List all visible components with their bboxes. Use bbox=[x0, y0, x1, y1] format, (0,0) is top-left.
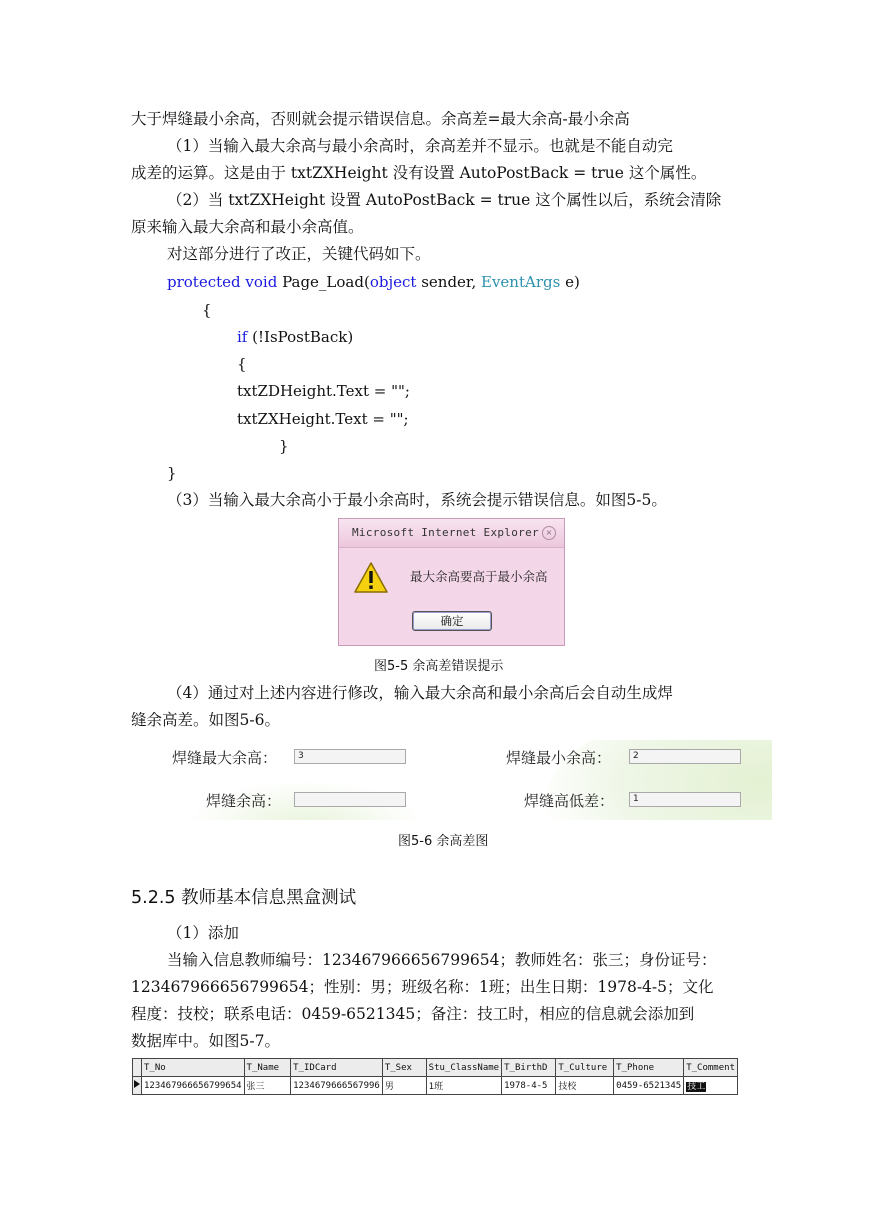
error-dialog bbox=[338, 518, 565, 646]
dialog-titlebar bbox=[339, 519, 564, 548]
table-row[interactable] bbox=[133, 1077, 738, 1095]
teacher-table bbox=[132, 1058, 738, 1095]
table-cell[interactable]: 张三 bbox=[244, 1077, 291, 1095]
table-header-row bbox=[133, 1059, 738, 1077]
table-cell[interactable]: 1234679666567996 bbox=[291, 1077, 383, 1095]
paragraph-line: （4）通过对上述内容进行修改，输入最大余高和最小余高后会自动生成焊 bbox=[167, 684, 673, 702]
code-text: e) bbox=[565, 273, 580, 291]
paragraph-line: 当输入信息教师编号：123467966656799654；教师姓名：张三；身份证号： bbox=[167, 951, 717, 969]
code-text: Page_Load( bbox=[282, 273, 370, 291]
code-brace: { bbox=[237, 355, 247, 373]
selected-cell-text: 技工 bbox=[687, 1082, 706, 1092]
height-gap-input[interactable]: 1 bbox=[629, 792, 741, 807]
row-pointer-icon[interactable] bbox=[133, 1077, 142, 1095]
table-cell[interactable]: 123467966656799654 bbox=[142, 1077, 245, 1095]
column-header[interactable]: T_Culture bbox=[556, 1059, 614, 1077]
column-header[interactable]: T_IDCard bbox=[291, 1059, 383, 1077]
code-keyword: if bbox=[237, 328, 248, 346]
warning-icon bbox=[353, 561, 389, 595]
dialog-title: Microsoft Internet Explorer bbox=[352, 526, 539, 539]
min-height-input[interactable]: 2 bbox=[629, 749, 741, 764]
ok-button[interactable]: 确定 bbox=[412, 611, 492, 631]
max-height-input[interactable]: 3 bbox=[294, 749, 406, 764]
section-heading: 5.2.5 教师基本信息黑盒测试 bbox=[131, 888, 357, 908]
paragraph-line: （1）当输入最大余高与最小余高时，余高差并不显示。也就是不能自动完 bbox=[167, 137, 673, 155]
row-selector-header bbox=[133, 1059, 142, 1077]
min-height-label: 焊缝最小余高： bbox=[506, 749, 612, 767]
paragraph-line: 缝余高差。如图5-6。 bbox=[131, 711, 280, 729]
code-keyword: object bbox=[369, 273, 417, 291]
code-brace: } bbox=[279, 437, 289, 455]
paragraph-line: 原来输入最大余高和最小余高值。 bbox=[131, 218, 364, 236]
code-line: txtZDHeight.Text = ""; bbox=[237, 382, 410, 400]
figure-caption: 图5-6 余高差图 bbox=[398, 834, 489, 849]
paragraph-line: 对这部分进行了改正，关键代码如下。 bbox=[167, 245, 431, 263]
paragraph-line: （3）当输入最大余高小于最小余高时，系统会提示错误信息。如图5-5。 bbox=[167, 491, 667, 509]
code-text: (!IsPostBack) bbox=[252, 328, 354, 346]
height-gap-label: 焊缝高低差： bbox=[524, 792, 615, 810]
figure-caption: 图5-5 余高差错误提示 bbox=[374, 659, 504, 674]
code-keyword: protected bbox=[167, 273, 241, 291]
height-diff-input[interactable] bbox=[294, 792, 406, 807]
paragraph-line: 大于焊缝最小余高，否则就会提示错误信息。余高差=最大余高-最小余高 bbox=[131, 110, 630, 128]
height-diff-label: 焊缝余高： bbox=[206, 792, 282, 810]
paragraph-line: 成差的运算。这是由于 txtZXHeight 没有设置 AutoPostBack = true 这个属性。 bbox=[131, 164, 707, 182]
table-cell[interactable] bbox=[684, 1077, 738, 1095]
code-line: txtZXHeight.Text = ""; bbox=[237, 410, 409, 428]
table-cell[interactable]: 1978-4-5 bbox=[502, 1077, 556, 1095]
height-form bbox=[166, 740, 772, 820]
column-header[interactable]: T_BirthD bbox=[502, 1059, 556, 1077]
code-line-if bbox=[237, 326, 353, 348]
column-header[interactable]: T_Comment bbox=[684, 1059, 738, 1077]
paragraph-line: 数据库中。如图5-7。 bbox=[131, 1032, 280, 1050]
table-cell[interactable]: 1班 bbox=[426, 1077, 501, 1095]
close-icon[interactable]: × bbox=[542, 526, 556, 540]
column-header[interactable]: T_Sex bbox=[382, 1059, 426, 1077]
paragraph-line: （1）添加 bbox=[167, 924, 239, 942]
paragraph-line: （2）当 txtZXHeight 设置 AutoPostBack = true 这个属性以后，系统会清除 bbox=[167, 191, 722, 209]
column-header[interactable]: T_Phone bbox=[614, 1059, 684, 1077]
dialog-message: 最大余高要高于最小余高 bbox=[410, 569, 548, 584]
max-height-label: 焊缝最大余高： bbox=[172, 749, 278, 767]
table-cell[interactable]: 男 bbox=[382, 1077, 426, 1095]
paragraph-line: 123467966656799654；性别：男；班级名称：1班；出生日期：1978-4-5；文化 bbox=[131, 978, 714, 996]
column-header[interactable]: Stu_ClassName bbox=[426, 1059, 501, 1077]
paragraph-line: 程度：技校；联系电话：0459-6521345；备注：技工时，相应的信息就会添加到 bbox=[131, 1005, 695, 1023]
code-keyword: void bbox=[245, 273, 278, 291]
column-header[interactable]: T_No bbox=[142, 1059, 245, 1077]
table-cell[interactable]: 技校 bbox=[556, 1077, 614, 1095]
table-cell[interactable]: 0459-6521345 bbox=[614, 1077, 684, 1095]
code-text: sender, bbox=[421, 273, 477, 291]
code-line-signature bbox=[167, 271, 580, 293]
code-type: EventArgs bbox=[481, 273, 561, 291]
column-header[interactable]: T_Name bbox=[244, 1059, 291, 1077]
code-brace: } bbox=[167, 464, 177, 482]
code-brace: { bbox=[202, 301, 212, 319]
